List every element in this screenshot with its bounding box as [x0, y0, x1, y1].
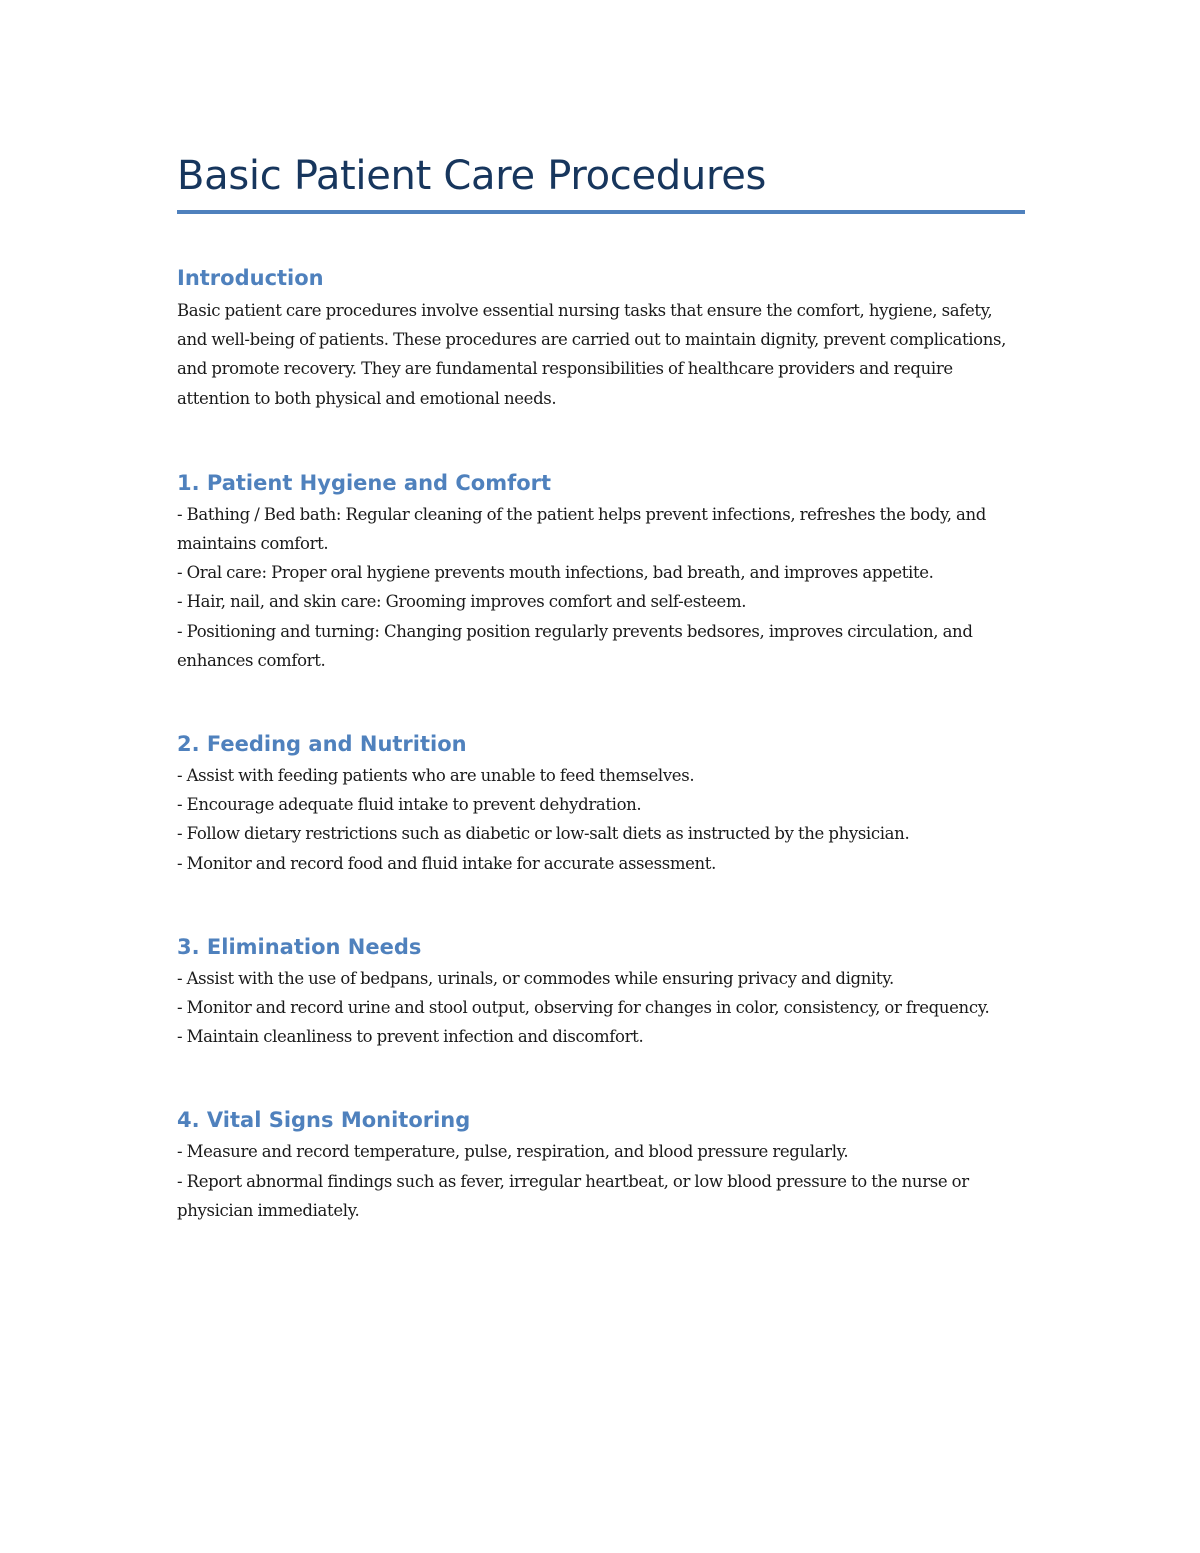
list-item: - Report abnormal findings such as fever, irregular heartbeat, or low blood pressure to the nurse or physician immediately.	[177, 1171, 969, 1220]
feeding-list	[177, 761, 1025, 878]
list-item: - Assist with the use of bedpans, urinals, or commodes while ensuring privacy and dignity.	[177, 968, 894, 988]
list-item: - Bathing / Bed bath: Regular cleaning of the patient helps prevent infections, refreshes the body, and maintains comfort.	[177, 504, 987, 554]
list-item: - Monitor and record urine and stool output, observing for changes in color, consistency, or frequency.	[177, 998, 990, 1018]
hygiene-list	[177, 500, 1025, 675]
list-item: - Hair, nail, and skin care: Grooming improves comfort and self-esteem.	[177, 592, 747, 612]
document-title: Basic Patient Care Procedures	[177, 153, 767, 199]
list-item: - Monitor and record food and fluid intake for accurate assessment.	[177, 853, 716, 873]
list-item: - Maintain cleanliness to prevent infection and discomfort.	[177, 1027, 644, 1047]
section-heading-hygiene: 1. Patient Hygiene and Comfort	[177, 470, 552, 495]
title-underline-rule	[177, 210, 1025, 214]
section-feeding-nutrition	[177, 730, 1025, 878]
list-item: - Encourage adequate fluid intake to prevent dehydration.	[177, 795, 642, 815]
section-introduction	[177, 264, 1025, 413]
section-heading-feeding: 2. Feeding and Nutrition	[177, 732, 467, 757]
section-elimination-needs	[177, 933, 1025, 1052]
list-item: - Positioning and turning: Changing position regularly prevents bedsores, improves circulation, and enhances comfort.	[177, 621, 973, 670]
document-page	[177, 150, 1025, 1225]
section-heading-vitals: 4. Vital Signs Monitoring	[177, 1108, 471, 1133]
list-item: - Assist with feeding patients who are unable to feed themselves.	[177, 766, 695, 786]
section-heading-introduction: Introduction	[177, 266, 324, 290]
section-heading-elimination: 3. Elimination Needs	[177, 934, 422, 959]
list-item: - Measure and record temperature, pulse, respiration, and blood pressure regularly.	[177, 1142, 849, 1162]
elimination-list	[177, 964, 1025, 1052]
list-item: - Oral care: Proper oral hygiene prevents mouth infections, bad breath, and improves appetite.	[177, 563, 934, 583]
list-item: - Follow dietary restrictions such as diabetic or low-salt diets as instructed by the physician.	[177, 824, 910, 844]
section-vital-signs	[177, 1106, 1025, 1225]
vitals-list	[177, 1137, 1025, 1225]
introduction-paragraph: Basic patient care procedures involve essential nursing tasks that ensure the comfort, hygiene, safety, and well-being of patients. These procedures are carried out to maintain dignity, prevent complications, and promote recovery. They are fundamental responsibilities of healthcare providers and require attention to both physical and emotional needs.	[177, 301, 1007, 408]
section-patient-hygiene	[177, 469, 1025, 675]
